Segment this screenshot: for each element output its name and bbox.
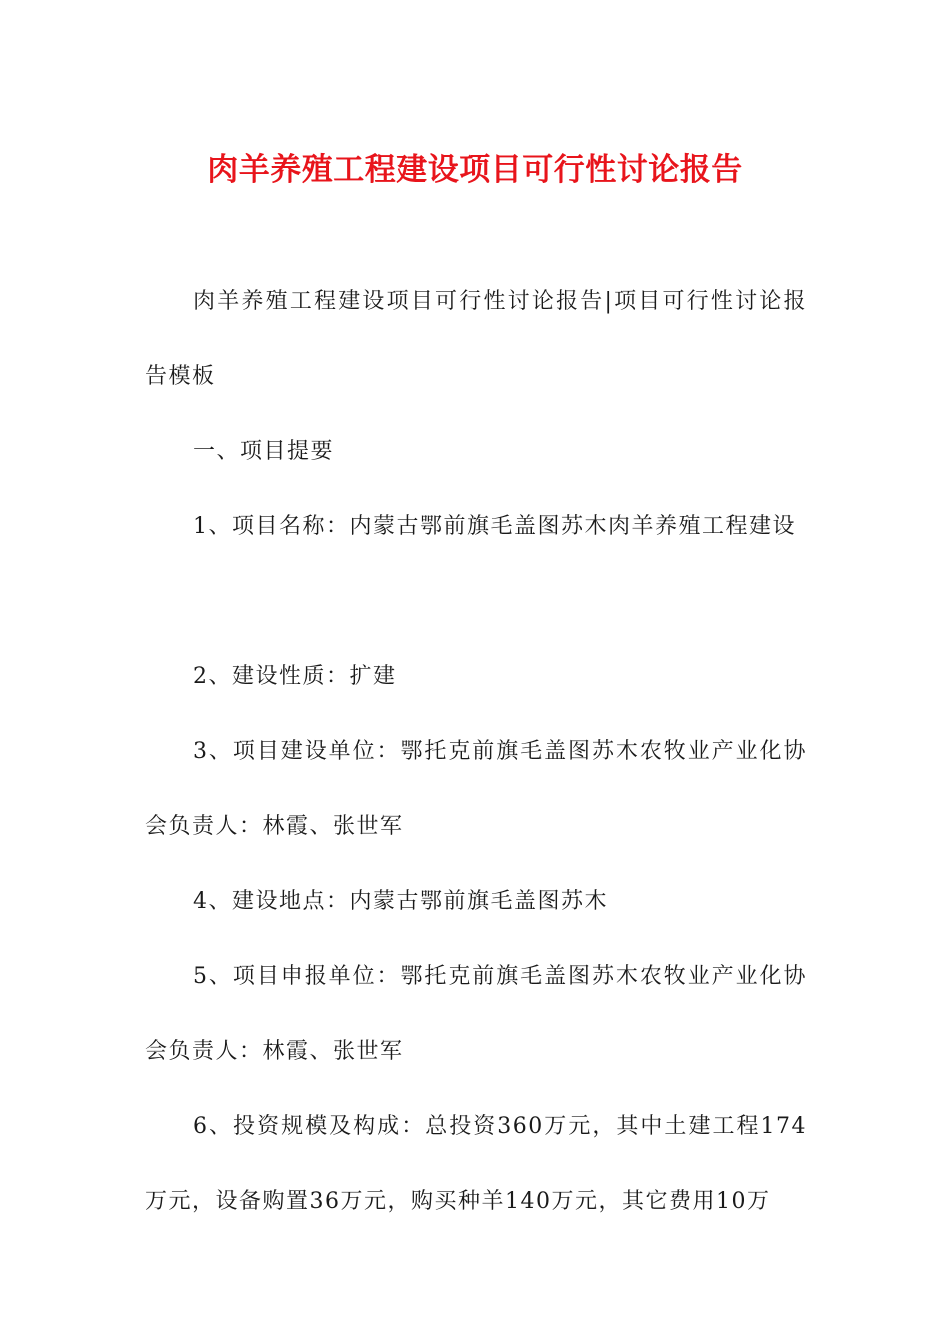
paragraph-project-name: 1、项目名称：内蒙古鄂前旗毛盖图苏木肉羊养殖工程建设 <box>193 514 796 539</box>
paragraph-construction-site: 4、建设地点：内蒙古鄂前旗毛盖图苏木 <box>193 889 608 914</box>
paragraph-construction-unit: 3、项目建设单位：鄂托克前旗毛盖图苏木农牧业产业化协会负责人：林霞、张世军 <box>145 739 807 839</box>
paragraph-intro: 肉羊养殖工程建设项目可行性讨论报告|项目可行性讨论报告模板 <box>145 289 807 389</box>
section-heading-project-summary: 一、项目提要 <box>193 439 335 464</box>
paragraph-applicant-unit: 5、项目申报单位：鄂托克前旗毛盖图苏木农牧业产业化协会负责人：林霞、张世军 <box>145 964 807 1064</box>
document-title: 肉羊养殖工程建设项目可行性讨论报告 <box>207 152 743 188</box>
paragraph-construction-nature: 2、建设性质：扩建 <box>193 664 397 689</box>
document-body <box>145 264 807 1239</box>
paragraph-investment-scale: 6、投资规模及构成：总投资360万元，其中土建工程174万元，设备购置36万元，购买种羊140万元，其它费用10万 <box>145 1114 807 1214</box>
